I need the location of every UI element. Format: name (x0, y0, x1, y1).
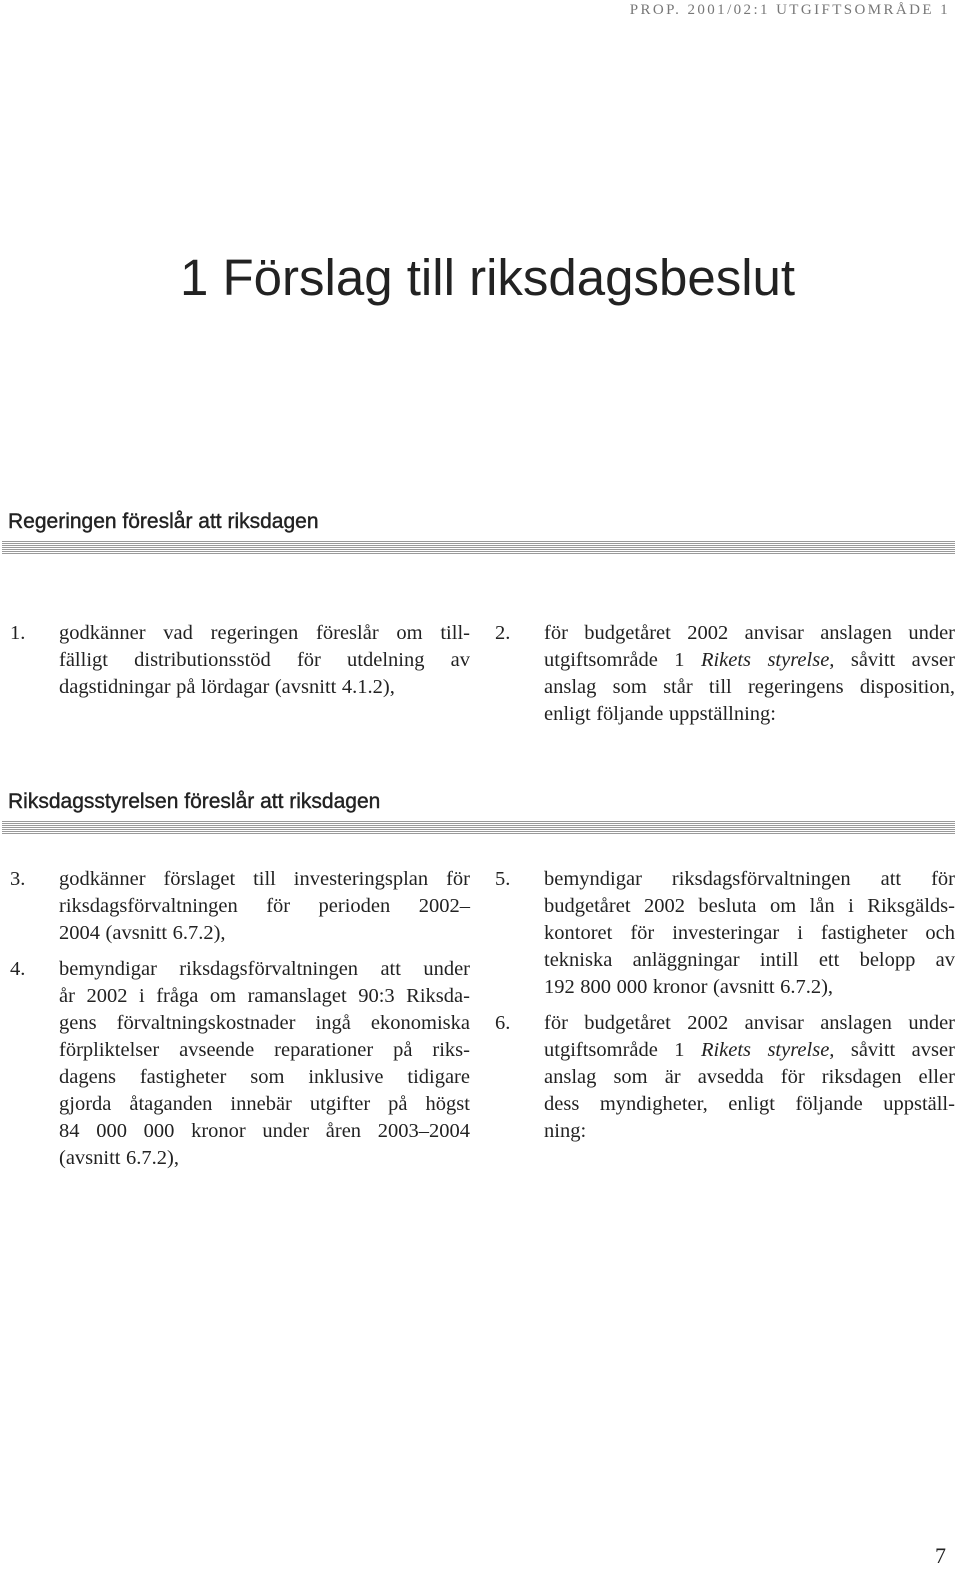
item-line (59, 893, 470, 920)
item-line (544, 866, 955, 893)
item-line (544, 701, 955, 728)
word: ingå (315, 1012, 351, 1034)
word: lån (809, 895, 835, 917)
word: utdelning (347, 649, 425, 671)
item-text (544, 620, 955, 728)
word: anvisar (744, 1012, 804, 1034)
word: Rikets (700, 649, 752, 671)
word: följande (596, 703, 664, 725)
word: förslaget (163, 868, 236, 890)
word: avser (911, 649, 955, 671)
item-number: 2. (495, 622, 511, 644)
running-head: PROP. 2001/02:1 UTGIFTSOMRÅDE 1 (629, 2, 950, 18)
word: om (209, 985, 237, 1007)
word: 84 (59, 1120, 80, 1142)
word: godkänner (59, 868, 146, 890)
word: riksdagsförvaltningen (59, 895, 238, 917)
word: styrelse, (767, 1039, 835, 1061)
word: av (935, 949, 955, 971)
word: tekniska (544, 949, 613, 971)
word: år (59, 985, 75, 1007)
word: som (612, 676, 647, 698)
word: avser (911, 1039, 955, 1061)
item-line (544, 1091, 955, 1118)
word: besluta (698, 895, 757, 917)
word: utgifter (309, 1093, 371, 1115)
item-line (59, 956, 470, 983)
word: dagstidningar (59, 676, 171, 698)
item-line (59, 620, 470, 647)
item-number: 6. (495, 1012, 511, 1034)
item-line (59, 1118, 470, 1145)
word: reparationer (274, 1039, 374, 1061)
word: anslag (544, 1066, 597, 1088)
word: (avsnitt (713, 976, 775, 998)
word: 000 (616, 976, 648, 998)
word: budgetåret (584, 622, 671, 644)
item-line (544, 974, 955, 1001)
section-heading-riksdag-board: Riksdagsstyrelsen föreslår att riksdagen (8, 790, 381, 813)
word: 6.7.2), (780, 976, 834, 998)
word: om (396, 622, 423, 644)
word: utgiftsområde (544, 649, 658, 671)
word: eller (918, 1066, 955, 1088)
word: enligt (544, 703, 591, 725)
word: 2002 (687, 622, 729, 644)
word: godkänner (59, 622, 146, 644)
word: regeringens (747, 676, 844, 698)
item-number: 4. (10, 958, 26, 980)
word: 2002 (86, 985, 128, 1007)
word: till (708, 676, 732, 698)
word: kontoret (544, 922, 613, 944)
word: bemyndigar (59, 958, 157, 980)
word: vad (163, 622, 193, 644)
word: 000 (96, 1120, 127, 1142)
item-number: 1. (10, 622, 26, 644)
word: 1 (674, 1039, 685, 1061)
word: 2002 (643, 895, 685, 917)
word: styrelse, (767, 649, 835, 671)
word: på (388, 1093, 408, 1115)
word: 2002 (687, 1012, 729, 1034)
word: riks- (432, 1039, 470, 1061)
word: ramanslaget (247, 985, 347, 1007)
item-line (544, 1064, 955, 1091)
word: förpliktelser (59, 1039, 160, 1061)
word: åtaganden (129, 1093, 213, 1115)
item-line (59, 1145, 470, 1172)
page-number: 7 (935, 1543, 946, 1568)
word: Riksda- (406, 985, 470, 1007)
word: (avsnitt (274, 676, 337, 698)
word: enligt (728, 1093, 775, 1115)
word: distributionsstöd (134, 649, 271, 671)
word: fastigheter (820, 922, 908, 944)
item-line (544, 1010, 955, 1037)
section-heading-government: Regeringen föreslår att riksdagen (8, 510, 319, 533)
word: för (446, 868, 470, 890)
word: uppställ- (883, 1093, 955, 1115)
word: riksdagsförvaltningen (179, 958, 359, 980)
word: budgetåret (544, 895, 631, 917)
word: åren (325, 1120, 362, 1142)
item-line (544, 674, 955, 701)
word: fastigheter (139, 1066, 227, 1088)
word: tidigare (407, 1066, 470, 1088)
word: regeringen (210, 622, 299, 644)
word: myndigheter, (599, 1093, 708, 1115)
word: dagens (59, 1066, 116, 1088)
word: 4.1.2), (341, 676, 395, 698)
word: till- (440, 622, 470, 644)
word: i (797, 922, 803, 944)
word: fråga (156, 985, 199, 1007)
item-text (544, 866, 955, 1001)
word: i (139, 985, 145, 1007)
word: riksdagen (821, 1066, 902, 1088)
word: såvitt (850, 1039, 896, 1061)
word: under (908, 622, 955, 644)
word: budgetåret (584, 1012, 671, 1034)
word: avsedda (697, 1066, 764, 1088)
word: utgiftsområde (544, 1039, 658, 1061)
word: 90:3 (358, 985, 395, 1007)
word: att (380, 958, 401, 980)
item-text (59, 956, 470, 1172)
word: 2003–2004 (377, 1120, 470, 1142)
item-line (544, 893, 955, 920)
word: av (450, 649, 470, 671)
word: för (780, 1066, 805, 1088)
word: anläggningar (632, 949, 740, 971)
word: fälligt (59, 649, 108, 671)
item-text (59, 866, 470, 947)
word: 6.7.2), (126, 1147, 179, 1169)
word: gjorda (59, 1093, 112, 1115)
word: lördagar (201, 676, 270, 698)
word: kronor (191, 1120, 246, 1142)
word: belopp (859, 949, 916, 971)
section-rule (2, 541, 955, 554)
chapter-title: 1 Förslag till riksdagsbeslut (180, 249, 796, 306)
word: inklusive (308, 1066, 384, 1088)
word: som (613, 1066, 648, 1088)
word: bemyndigar (544, 868, 642, 890)
item-line (59, 1010, 470, 1037)
word: för (296, 649, 321, 671)
word: investeringsplan (293, 868, 429, 890)
word: under (908, 1012, 955, 1034)
word: anvisar (744, 622, 804, 644)
word: anslagen (820, 1012, 892, 1034)
item-line (59, 920, 470, 947)
word: och (925, 922, 955, 944)
item-line (544, 1118, 955, 1145)
word: står (663, 676, 693, 698)
word: följande (795, 1093, 863, 1115)
word: perioden (318, 895, 391, 917)
word: för (266, 895, 291, 917)
item-line (544, 647, 955, 674)
word: avseende (179, 1039, 255, 1061)
word: för (931, 868, 955, 890)
word: i (848, 895, 854, 917)
word: ekonomiska (370, 1012, 470, 1034)
word: föreslår (316, 622, 379, 644)
word: dess (544, 1093, 580, 1115)
word: för (544, 622, 568, 644)
word: uppställning: (668, 703, 776, 725)
word: 6.7.2), (172, 922, 226, 944)
word: investeringar (672, 922, 780, 944)
word: riksdagsförvaltningen (671, 868, 851, 890)
item-line (59, 674, 470, 701)
word: att (880, 868, 902, 890)
item-line (59, 866, 470, 893)
item-number: 5. (495, 868, 511, 890)
word: högst (425, 1093, 470, 1115)
item-line (59, 647, 470, 674)
word: Riksgälds- (867, 895, 955, 917)
item-line (544, 620, 955, 647)
item-line (544, 1037, 955, 1064)
word: kronor (652, 976, 708, 998)
word: för (630, 922, 655, 944)
word: ett (818, 949, 840, 971)
item-line (59, 1064, 470, 1091)
item-line (59, 1037, 470, 1064)
word: 2004 (59, 922, 100, 944)
word: 800 (580, 976, 612, 998)
word: intill (759, 949, 799, 971)
word: om (769, 895, 797, 917)
word: på (176, 676, 196, 698)
word: är (664, 1066, 681, 1088)
word: under (262, 1120, 310, 1142)
word: innebär (230, 1093, 292, 1115)
item-line (59, 1091, 470, 1118)
word: på (393, 1039, 413, 1061)
item-line (544, 920, 955, 947)
word: anslag (544, 676, 597, 698)
word: till (253, 868, 276, 890)
word: 2002– (418, 895, 470, 917)
word: ning: (544, 1120, 587, 1142)
word: anslagen (820, 622, 892, 644)
word: Rikets (700, 1039, 752, 1061)
item-text (544, 1010, 955, 1145)
word: gens (59, 1012, 97, 1034)
item-line (59, 983, 470, 1010)
word: (avsnitt (105, 922, 168, 944)
word: under (423, 958, 470, 980)
word: såvitt (850, 649, 896, 671)
word: förvaltningskostnader (116, 1012, 296, 1034)
word: 1 (674, 649, 685, 671)
word: för (544, 1012, 568, 1034)
item-text (59, 620, 470, 701)
item-number: 3. (10, 868, 26, 890)
item-line (544, 947, 955, 974)
word: disposition, (859, 676, 955, 698)
word: som (250, 1066, 285, 1088)
word: (avsnitt (59, 1147, 121, 1169)
word: 192 (544, 976, 575, 998)
section-rule (2, 821, 955, 834)
word: 000 (143, 1120, 175, 1142)
